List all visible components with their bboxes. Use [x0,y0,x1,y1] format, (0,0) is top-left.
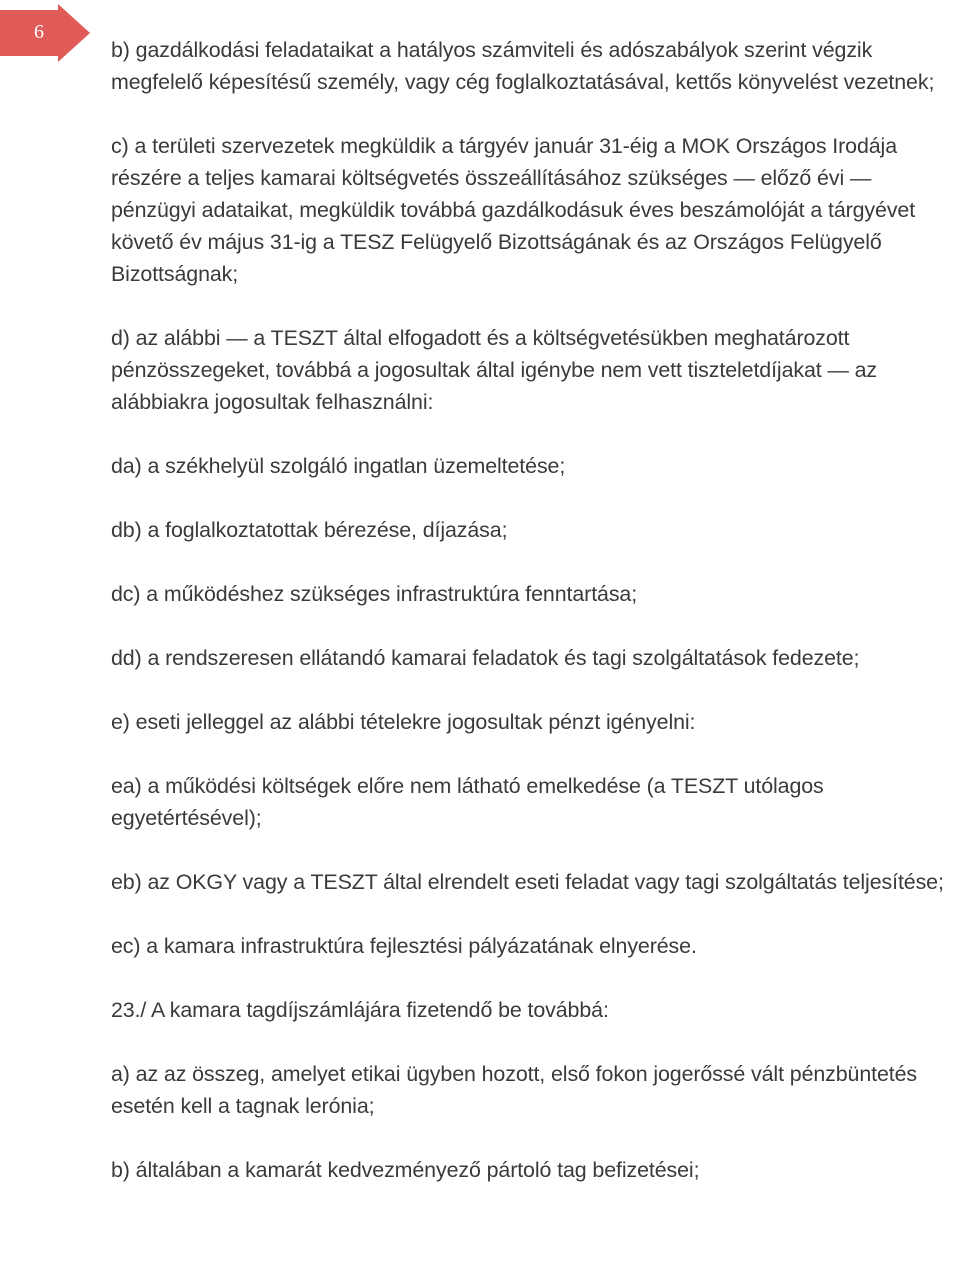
paragraph-23-a: a) az az összeg, amelyet etikai ügyben hozott, első fokon jogerőssé vált pénzbüntetés esetén kell a tagnak lerónia; [111,1062,918,1118]
paragraph-ec: ec) a kamara infrastruktúra fejlesztési pályázatának elnyerése. [111,934,697,958]
paragraph-23: 23./ A kamara tagdíjszámlájára fizetendő be továbbá: [111,998,609,1022]
paragraph-23-b: b) általában a kamarát kedvezményező pártoló tag befizetései; [111,1158,700,1182]
paragraph-da: da) a székhelyül szolgáló ingatlan üzemeltetése; [111,454,566,478]
paragraph-c: c) a területi szervezetek megküldik a tárgyév január 31-éig a MOK Országos Irodája részére a teljes kamarai költségvetés összeállításához szükséges — előző évi — pénzügyi adataikat, megküldik továbbá gazdálkodásuk éves beszámolóját a tárgyévet követő év május 31-ig a TESZ Felügyelő Bizottságának és az Országos Felügyelő Bizottságnak; [111,134,916,286]
paragraph-b: b) gazdálkodási feladataikat a hatályos számviteli és adószabályok szerint végzik megfelelő képesítésű személy, vagy cég foglalkoztatásával, kettős könyvelést vezetnek; [111,38,935,94]
document-body [111,34,956,1218]
paragraph-dd: dd) a rendszeresen ellátandó kamarai feladatok és tagi szolgáltatások fedezete; [111,646,860,670]
paragraph-dc: dc) a működéshez szükséges infrastruktúra fenntartása; [111,582,638,606]
page-number: 6 [34,21,44,43]
paragraph-e: e) eseti jelleggel az alábbi tételekre jogosultak pénzt igényelni: [111,710,696,734]
paragraph-ea: ea) a működési költségek előre nem látható emelkedése (a TESZT utólagos egyetértésével); [111,774,824,830]
page-number-badge [0,4,92,62]
paragraph-d: d) az alábbi — a TESZT által elfogadott és a költségvetésükben meghatározott pénzösszegeket, továbbá a jogosultak által igénybe nem vett tiszteletdíjakat — az alábbiakra jogosultak felhasználni: [111,326,877,414]
paragraph-eb: eb) az OKGY vagy a TESZT által elrendelt eseti feladat vagy tagi szolgáltatás teljesítése; [111,870,944,894]
paragraph-db: db) a foglalkoztatottak bérezése, díjazása; [111,518,508,542]
